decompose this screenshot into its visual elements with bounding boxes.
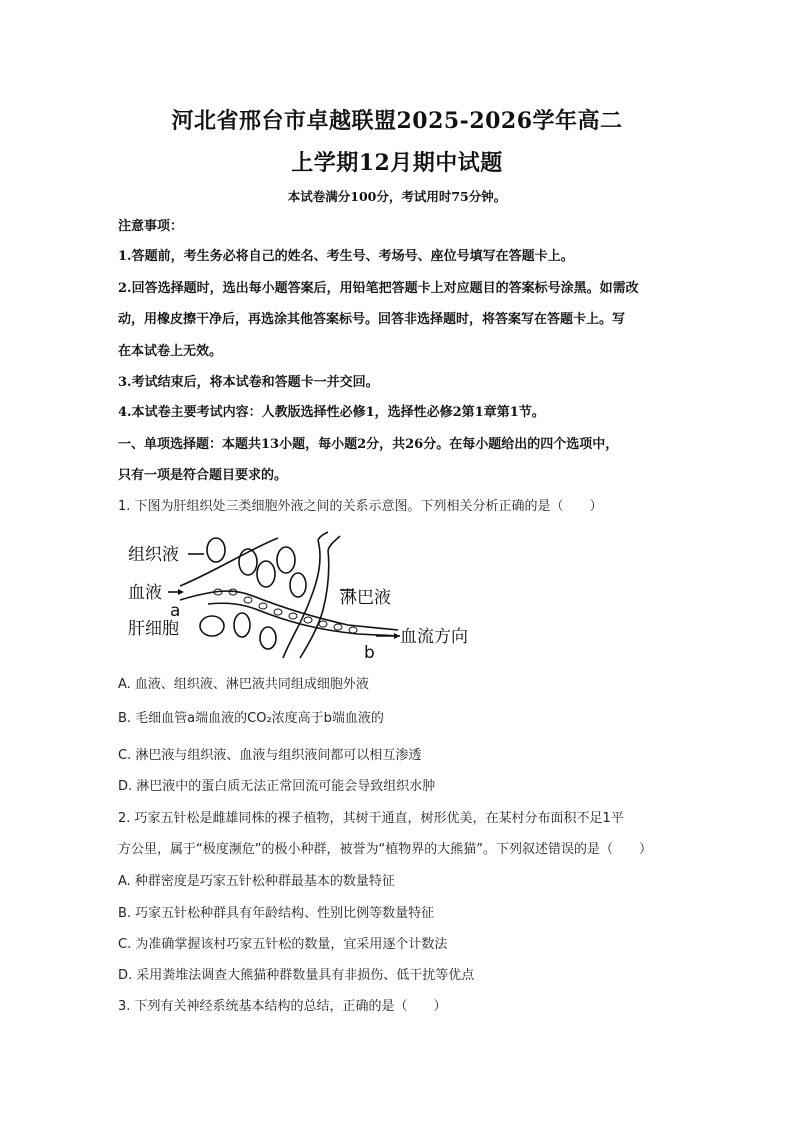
page-title-line2: 上学期12月期中试题 bbox=[291, 150, 503, 176]
question-2-stem-line1: 2. 巧家五针松是雌雄同株的裸子植物，其树干通直，树形优美，在某村分布面积不足1平 bbox=[118, 811, 624, 826]
section-heading-line2: 只有一项是符合题目要求的。 bbox=[118, 468, 288, 483]
note-item-2-line2: 动，用橡皮擦干净后，再选涂其他答案标号。回答非选择题时，将答案写在答题卡上。写 bbox=[118, 312, 626, 327]
note-item-2-line1: 2.回答选择题时，选出每小题答案后，用铅笔把答题卡上对应题目的答案标号涂黑。如需改 bbox=[118, 281, 639, 296]
notes-heading: 注意事项： bbox=[118, 219, 184, 234]
label-liver-cell: 肝细胞 bbox=[128, 619, 179, 639]
question-1-option-a: A. 血液、组织液、淋巴液共同组成细胞外液 bbox=[118, 677, 369, 692]
question-2-option-d: D. 采用粪堆法调查大熊猫种群数量具有非损伤、低干扰等优点 bbox=[118, 968, 475, 983]
note-item-3: 3.考试结束后，将本试卷和答题卡一并交回。 bbox=[118, 375, 379, 390]
question-1-option-d: D. 淋巴液中的蛋白质无法正常回流可能会导致组织水肿 bbox=[118, 779, 436, 794]
question-1-stem: 1. 下图为肝组织处三类细胞外液之间的关系示意图。下列相关分析正确的是（ ） bbox=[118, 499, 603, 514]
label-tissue-fluid: 组织液 bbox=[128, 545, 179, 565]
question-1-option-b: B. 毛细血管a端血液的CO₂浓度高于b端血液的 bbox=[118, 711, 384, 726]
label-a: a bbox=[170, 601, 181, 621]
question-2-option-b: B. 巧家五针松种群具有年龄结构、性别比例等数量特征 bbox=[118, 906, 435, 921]
note-item-2-line3: 在本试卷上无效。 bbox=[118, 344, 223, 359]
note-item-4: 4.本试卷主要考试内容：人教版选择性必修1，选择性必修2第1章第1节。 bbox=[118, 405, 545, 420]
section-heading-line1: 一、单项选择题：本题共13小题，每小题2分，共26分。在每小题给出的四个选项中， bbox=[118, 437, 619, 452]
question-2-option-c: C. 为准确掌握该村巧家五针松的数量，宜采用逐个计数法 bbox=[118, 937, 448, 952]
note-item-1: 1.答题前，考生务必将自己的姓名、考生号、考场号、座位号填写在答题卡上。 bbox=[118, 249, 574, 264]
label-flow-direction: 血流方向 bbox=[400, 627, 468, 647]
question-2-stem-line2: 方公里，属于“极度濒危”的极小种群，被誉为“植物界的大熊猫”。下列叙述错误的是（ ） bbox=[118, 842, 652, 857]
extracellular-fluid-diagram bbox=[118, 530, 478, 665]
label-b: b bbox=[364, 643, 375, 663]
question-3-stem: 3. 下列有关神经系统基本结构的总结，正确的是（ ） bbox=[118, 999, 447, 1014]
label-blood: 血液 bbox=[128, 583, 162, 603]
page-title-line1: 河北省邢台市卓越联盟2025-2026学年高二 bbox=[171, 108, 623, 134]
question-1-option-c: C. 淋巴液与组织液、血液与组织液间都可以相互渗透 bbox=[118, 748, 422, 763]
question-2-option-a: A. 种群密度是巧家五针松种群最基本的数量特征 bbox=[118, 874, 395, 889]
label-lymph: 淋巴液 bbox=[340, 588, 391, 608]
exam-subtitle: 本试卷满分100分，考试用时75分钟。 bbox=[287, 189, 507, 204]
